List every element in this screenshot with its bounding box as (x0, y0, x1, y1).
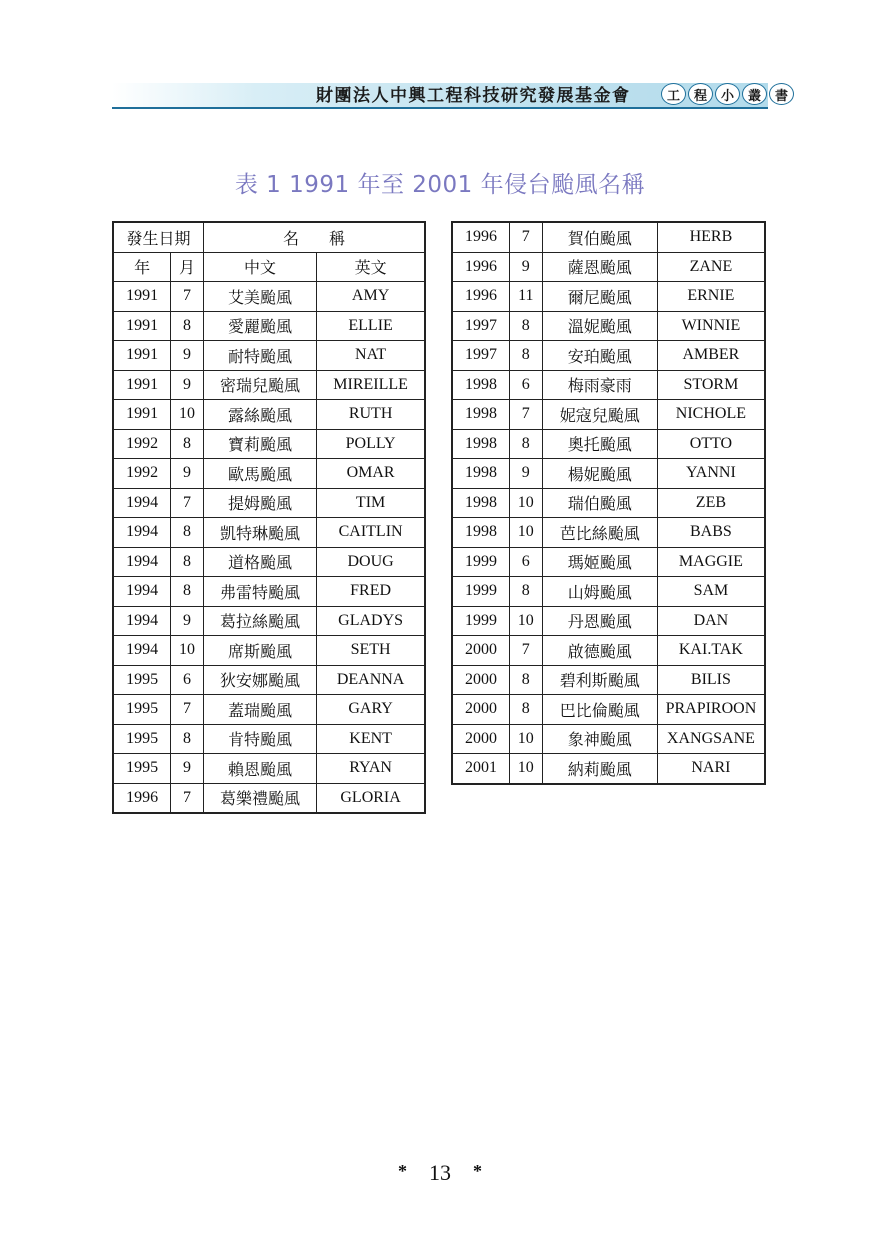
cell-month: 9 (509, 459, 542, 489)
table-row (452, 429, 765, 459)
cell-english-name: PRAPIROON (657, 695, 765, 725)
cell-chinese-name: 歐馬颱風 (203, 459, 316, 489)
cell-year: 1999 (452, 606, 509, 636)
typhoon-table-left (112, 221, 426, 814)
cell-chinese-name: 瑞伯颱風 (542, 488, 657, 518)
cell-month: 6 (509, 547, 542, 577)
page-title: 表 1 1991 年至 2001 年侵台颱風名稱 (234, 172, 646, 198)
cell-year: 1994 (113, 636, 171, 666)
cell-month: 8 (171, 547, 204, 577)
cell-year: 1994 (113, 488, 171, 518)
cell-chinese-name: 弗雷特颱風 (203, 577, 316, 607)
table-row (113, 518, 425, 548)
cell-chinese-name: 奧托颱風 (542, 429, 657, 459)
table-row (452, 695, 765, 725)
table-row (452, 577, 765, 607)
table-row (113, 636, 425, 666)
header-english: 英文 (317, 252, 425, 282)
cell-month: 10 (509, 518, 542, 548)
cell-year: 1999 (452, 577, 509, 607)
header-date: 發生日期 (113, 222, 203, 252)
cell-english-name: WINNIE (657, 311, 765, 341)
cell-english-name: GARY (317, 695, 425, 725)
cell-month: 8 (171, 429, 204, 459)
cell-year: 2001 (452, 754, 509, 784)
cell-month: 10 (171, 400, 204, 430)
cell-month: 9 (171, 459, 204, 489)
cell-month: 8 (509, 341, 542, 371)
cell-month: 6 (509, 370, 542, 400)
cell-chinese-name: 巴比倫颱風 (542, 695, 657, 725)
cell-english-name: DOUG (317, 547, 425, 577)
cell-month: 8 (509, 311, 542, 341)
cell-chinese-name: 納莉颱風 (542, 754, 657, 784)
cell-year: 1999 (452, 547, 509, 577)
cell-chinese-name: 葛拉絲颱風 (203, 606, 316, 636)
table-row (113, 606, 425, 636)
cell-chinese-name: 爾尼颱風 (542, 282, 657, 312)
cell-chinese-name: 寶莉颱風 (203, 429, 316, 459)
cell-month: 7 (171, 783, 204, 813)
cell-month: 10 (509, 724, 542, 754)
table-row (452, 547, 765, 577)
table-row (452, 370, 765, 400)
cell-chinese-name: 象神颱風 (542, 724, 657, 754)
series-badge: 程 (688, 83, 713, 105)
cell-year: 1998 (452, 370, 509, 400)
cell-year: 1994 (113, 547, 171, 577)
cell-year: 2000 (452, 695, 509, 725)
cell-chinese-name: 道格颱風 (203, 547, 316, 577)
cell-month: 10 (509, 754, 542, 784)
cell-english-name: GLORIA (317, 783, 425, 813)
cell-english-name: KENT (317, 724, 425, 754)
cell-month: 8 (171, 518, 204, 548)
table-subheader-row (113, 252, 425, 282)
table-row (113, 429, 425, 459)
table-row (452, 222, 765, 252)
table-row (452, 636, 765, 666)
cell-year: 2000 (452, 665, 509, 695)
cell-chinese-name: 愛麗颱風 (203, 311, 316, 341)
cell-year: 1998 (452, 429, 509, 459)
table-row (113, 754, 425, 784)
cell-chinese-name: 耐特颱風 (203, 341, 316, 371)
cell-english-name: MIREILLE (317, 370, 425, 400)
table-row (113, 459, 425, 489)
cell-english-name: AMY (317, 282, 425, 312)
table-row (452, 606, 765, 636)
header-chinese: 中文 (203, 252, 316, 282)
cell-english-name: BABS (657, 518, 765, 548)
cell-month: 10 (171, 636, 204, 666)
cell-chinese-name: 艾美颱風 (203, 282, 316, 312)
cell-english-name: GLADYS (317, 606, 425, 636)
cell-month: 8 (509, 695, 542, 725)
cell-english-name: DEANNA (317, 665, 425, 695)
cell-month: 9 (509, 252, 542, 282)
table-row (452, 754, 765, 784)
header-month: 月 (171, 252, 204, 282)
cell-chinese-name: 賴恩颱風 (203, 754, 316, 784)
header-rule (112, 107, 768, 109)
table-row (113, 282, 425, 312)
table-row (113, 724, 425, 754)
cell-chinese-name: 碧利斯颱風 (542, 665, 657, 695)
cell-month: 8 (171, 311, 204, 341)
cell-chinese-name: 賀伯颱風 (542, 222, 657, 252)
cell-year: 1991 (113, 341, 171, 371)
cell-chinese-name: 山姆颱風 (542, 577, 657, 607)
table-row (452, 341, 765, 371)
cell-year: 1991 (113, 311, 171, 341)
cell-month: 10 (509, 488, 542, 518)
cell-chinese-name: 凱特琳颱風 (203, 518, 316, 548)
header-name: 名稱 (203, 222, 425, 252)
cell-year: 1991 (113, 282, 171, 312)
cell-chinese-name: 芭比絲颱風 (542, 518, 657, 548)
cell-month: 8 (171, 724, 204, 754)
cell-year: 1998 (452, 488, 509, 518)
table-row (113, 488, 425, 518)
cell-year: 1996 (452, 222, 509, 252)
cell-year: 1998 (452, 400, 509, 430)
cell-year: 1991 (113, 400, 171, 430)
cell-english-name: MAGGIE (657, 547, 765, 577)
cell-month: 8 (509, 665, 542, 695)
cell-english-name: KAI.TAK (657, 636, 765, 666)
cell-month: 10 (509, 606, 542, 636)
cell-year: 1992 (113, 429, 171, 459)
table-row (113, 783, 425, 813)
table-row (452, 400, 765, 430)
cell-english-name: OMAR (317, 459, 425, 489)
series-badge: 叢 (742, 83, 767, 105)
cell-year: 1995 (113, 724, 171, 754)
cell-english-name: CAITLIN (317, 518, 425, 548)
cell-year: 2000 (452, 636, 509, 666)
cell-year: 1994 (113, 606, 171, 636)
table-row (452, 724, 765, 754)
cell-english-name: RYAN (317, 754, 425, 784)
cell-chinese-name: 丹恩颱風 (542, 606, 657, 636)
table-row (452, 459, 765, 489)
cell-english-name: HERB (657, 222, 765, 252)
cell-year: 1995 (113, 665, 171, 695)
table-header-row (113, 222, 425, 252)
series-badges (661, 83, 794, 107)
cell-month: 7 (171, 282, 204, 312)
cell-chinese-name: 溫妮颱風 (542, 311, 657, 341)
cell-chinese-name: 肯特颱風 (203, 724, 316, 754)
cell-month: 7 (509, 400, 542, 430)
star-marker: * (473, 1161, 482, 1181)
header-org-name: 財團法人中興工程科技研究發展基金會 (316, 86, 631, 106)
table-row (452, 665, 765, 695)
cell-english-name: ZANE (657, 252, 765, 282)
table-row (452, 282, 765, 312)
cell-english-name: TIM (317, 488, 425, 518)
cell-month: 9 (171, 370, 204, 400)
page-number (0, 1160, 880, 1186)
cell-year: 1991 (113, 370, 171, 400)
cell-english-name: NARI (657, 754, 765, 784)
typhoon-table-right (451, 221, 766, 785)
cell-chinese-name: 露絲颱風 (203, 400, 316, 430)
cell-month: 8 (509, 429, 542, 459)
cell-chinese-name: 啟德颱風 (542, 636, 657, 666)
table-row (452, 311, 765, 341)
cell-month: 11 (509, 282, 542, 312)
cell-english-name: ELLIE (317, 311, 425, 341)
cell-year: 1996 (452, 252, 509, 282)
cell-chinese-name: 梅雨豪雨 (542, 370, 657, 400)
cell-english-name: DAN (657, 606, 765, 636)
series-badge: 書 (769, 83, 794, 105)
cell-chinese-name: 密瑞兒颱風 (203, 370, 316, 400)
series-badge: 工 (661, 83, 686, 105)
cell-month: 6 (171, 665, 204, 695)
cell-english-name: RUTH (317, 400, 425, 430)
cell-english-name: ERNIE (657, 282, 765, 312)
cell-year: 1995 (113, 754, 171, 784)
cell-chinese-name: 葛樂禮颱風 (203, 783, 316, 813)
cell-english-name: OTTO (657, 429, 765, 459)
table-row (452, 252, 765, 282)
cell-english-name: BILIS (657, 665, 765, 695)
cell-chinese-name: 瑪姬颱風 (542, 547, 657, 577)
cell-chinese-name: 提姆颱風 (203, 488, 316, 518)
cell-month: 7 (509, 636, 542, 666)
cell-english-name: ZEB (657, 488, 765, 518)
cell-chinese-name: 妮寇兒颱風 (542, 400, 657, 430)
cell-month: 7 (171, 695, 204, 725)
cell-month: 9 (171, 341, 204, 371)
cell-year: 1997 (452, 341, 509, 371)
cell-english-name: FRED (317, 577, 425, 607)
cell-english-name: XANGSANE (657, 724, 765, 754)
cell-month: 9 (171, 606, 204, 636)
table-row (113, 311, 425, 341)
cell-year: 1996 (113, 783, 171, 813)
table-row (113, 665, 425, 695)
cell-year: 1992 (113, 459, 171, 489)
cell-english-name: SETH (317, 636, 425, 666)
table-row (452, 488, 765, 518)
header-year: 年 (113, 252, 171, 282)
cell-english-name: POLLY (317, 429, 425, 459)
cell-english-name: SAM (657, 577, 765, 607)
cell-year: 1997 (452, 311, 509, 341)
table-row (113, 370, 425, 400)
cell-year: 1994 (113, 577, 171, 607)
cell-english-name: STORM (657, 370, 765, 400)
series-badge: 小 (715, 83, 740, 105)
cell-english-name: NAT (317, 341, 425, 371)
table-row (113, 400, 425, 430)
cell-month: 8 (171, 577, 204, 607)
cell-month: 9 (171, 754, 204, 784)
table-row (113, 695, 425, 725)
cell-year: 2000 (452, 724, 509, 754)
cell-english-name: AMBER (657, 341, 765, 371)
cell-month: 8 (509, 577, 542, 607)
cell-month: 7 (509, 222, 542, 252)
cell-month: 7 (171, 488, 204, 518)
cell-chinese-name: 安珀颱風 (542, 341, 657, 371)
cell-chinese-name: 蓋瑞颱風 (203, 695, 316, 725)
page-number-value: 13 (429, 1160, 451, 1185)
cell-chinese-name: 薩恩颱風 (542, 252, 657, 282)
cell-chinese-name: 狄安娜颱風 (203, 665, 316, 695)
cell-chinese-name: 楊妮颱風 (542, 459, 657, 489)
cell-english-name: NICHOLE (657, 400, 765, 430)
cell-year: 1994 (113, 518, 171, 548)
cell-year: 1998 (452, 459, 509, 489)
cell-year: 1996 (452, 282, 509, 312)
cell-year: 1998 (452, 518, 509, 548)
table-row (113, 341, 425, 371)
cell-year: 1995 (113, 695, 171, 725)
table-row (452, 518, 765, 548)
table-row (113, 577, 425, 607)
table-row (113, 547, 425, 577)
star-marker: * (398, 1161, 407, 1181)
cell-chinese-name: 席斯颱風 (203, 636, 316, 666)
cell-english-name: YANNI (657, 459, 765, 489)
